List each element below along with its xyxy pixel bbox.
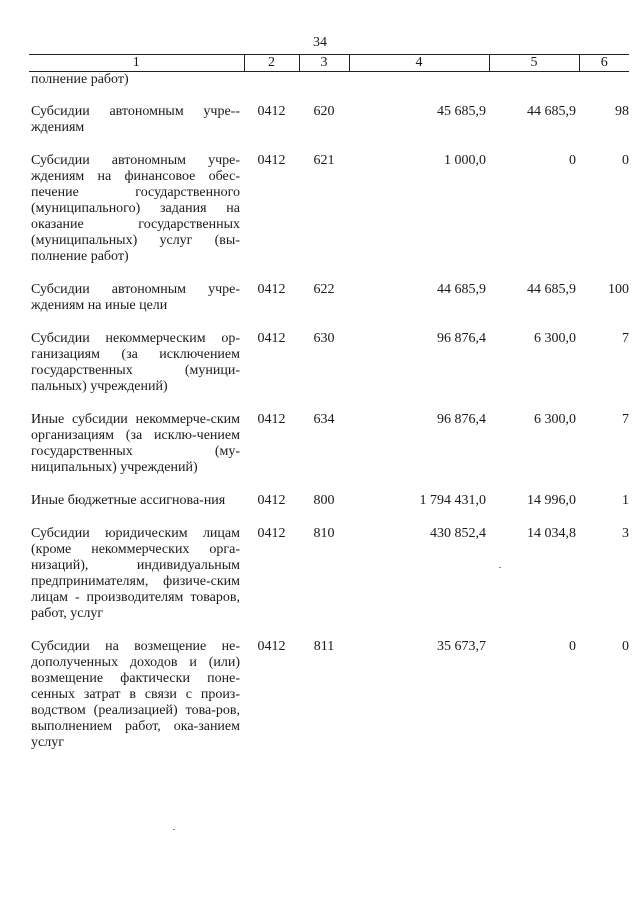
continuation-row xyxy=(29,72,629,105)
table-row xyxy=(29,104,629,153)
row-kind-cell: 621 xyxy=(313,153,335,168)
row-kind-cell: 620 xyxy=(313,104,335,119)
continuation-text: полнение работ) xyxy=(31,72,129,87)
row-kind-cell: 622 xyxy=(313,282,335,297)
row-col5-cell: 44 685,9 xyxy=(527,282,576,297)
row-col6-cell: 7 xyxy=(622,331,629,346)
table-row xyxy=(29,153,629,282)
row-col6-cell: 7 xyxy=(622,412,629,427)
row-kind-cell: 811 xyxy=(313,639,335,654)
column-header-3: 3 xyxy=(299,55,349,72)
row-code-cell: 0412 xyxy=(257,493,286,508)
row-col4-cell: 35 673,7 xyxy=(437,639,486,654)
column-header-6: 6 xyxy=(579,55,629,72)
table-row xyxy=(29,526,629,639)
column-header-4: 4 xyxy=(349,55,489,72)
page-number: 34 xyxy=(313,35,327,50)
row-col5-cell: 0 xyxy=(569,639,576,654)
row-col5-cell: 6 300,0 xyxy=(534,331,576,346)
row-col4-cell: 430 852,4 xyxy=(430,526,486,541)
scan-speck xyxy=(173,829,175,830)
row-col4-cell: 96 876,4 xyxy=(437,412,486,427)
row-name-cell: Иные субсидии некоммерче-ским организациям (за исклю-чением государственных (му-ниципальных) учреждений) xyxy=(31,412,240,475)
row-col5-cell: 6 300,0 xyxy=(534,412,576,427)
row-col5-cell: 14 996,0 xyxy=(527,493,576,508)
column-header-2: 2 xyxy=(244,55,299,72)
row-name-cell: Субсидии юридическим лицам (кроме некоммерческих орга-низаций), индивидуальным предпринимателям, физиче-ским лицам - производителям товаров, работ, услуг xyxy=(31,526,240,621)
row-code-cell: 0412 xyxy=(257,153,286,168)
row-code-cell: 0412 xyxy=(257,331,286,346)
table-row xyxy=(29,493,629,526)
row-col6-cell: 0 xyxy=(622,639,629,654)
row-name-cell: Субсидии автономным учре-ждениям xyxy=(31,104,240,135)
row-name-cell: Иные бюджетные ассигнова-ния xyxy=(31,493,226,508)
row-code-cell: 0412 xyxy=(257,412,286,427)
row-col6-cell: 0 xyxy=(622,153,629,168)
row-col4-cell: 45 685,9 xyxy=(437,104,486,119)
table-row xyxy=(29,282,629,331)
row-col4-cell: 1 000,0 xyxy=(444,153,486,168)
table-row xyxy=(29,639,629,768)
scan-speck xyxy=(499,567,501,568)
row-kind-cell: 634 xyxy=(313,412,335,427)
row-kind-cell: 630 xyxy=(313,331,335,346)
row-col6-cell: 1 xyxy=(622,493,629,508)
header-row xyxy=(29,55,629,72)
row-col4-cell: 96 876,4 xyxy=(437,331,486,346)
row-col5-cell: 0 xyxy=(569,153,576,168)
row-kind-cell: 800 xyxy=(313,493,335,508)
column-header-5: 5 xyxy=(489,55,579,72)
row-col4-cell: 1 794 431,0 xyxy=(419,493,486,508)
row-col5-cell: 14 034,8 xyxy=(527,526,576,541)
row-name-cell: Субсидии автономным учре-ждениям на финансовое обес-печение государственного (муниципального) задания на оказание государственных (муниципальных) услуг (вы-полнение работ) xyxy=(31,153,240,264)
budget-table xyxy=(29,54,629,768)
table-row xyxy=(29,412,629,493)
table-row xyxy=(29,331,629,412)
row-col4-cell: 44 685,9 xyxy=(437,282,486,297)
row-col6-cell: 98 xyxy=(615,104,629,119)
row-code-cell: 0412 xyxy=(257,639,286,654)
row-col6-cell: 100 xyxy=(608,282,629,297)
column-header-1: 1 xyxy=(29,55,244,72)
row-name-cell: Субсидии автономным учре-ждениям на иные цели xyxy=(31,282,240,313)
row-code-cell: 0412 xyxy=(257,526,286,541)
row-name-cell: Субсидии некоммерческим ор-ганизациям (за исключением государственных (муници-пальных) учреждений) xyxy=(31,331,240,394)
row-code-cell: 0412 xyxy=(257,282,286,297)
row-name-cell: Субсидии на возмещение не-дополученных доходов и (или) возмещение фактически поне-сенных затрат в связи с произ-водством (реализацией) това-ров, выполнением работ, ока-занием услуг xyxy=(31,639,240,750)
row-col6-cell: 3 xyxy=(622,526,629,541)
row-col5-cell: 44 685,9 xyxy=(527,104,576,119)
row-code-cell: 0412 xyxy=(257,104,286,119)
table-body xyxy=(29,72,629,769)
row-kind-cell: 810 xyxy=(313,526,335,541)
